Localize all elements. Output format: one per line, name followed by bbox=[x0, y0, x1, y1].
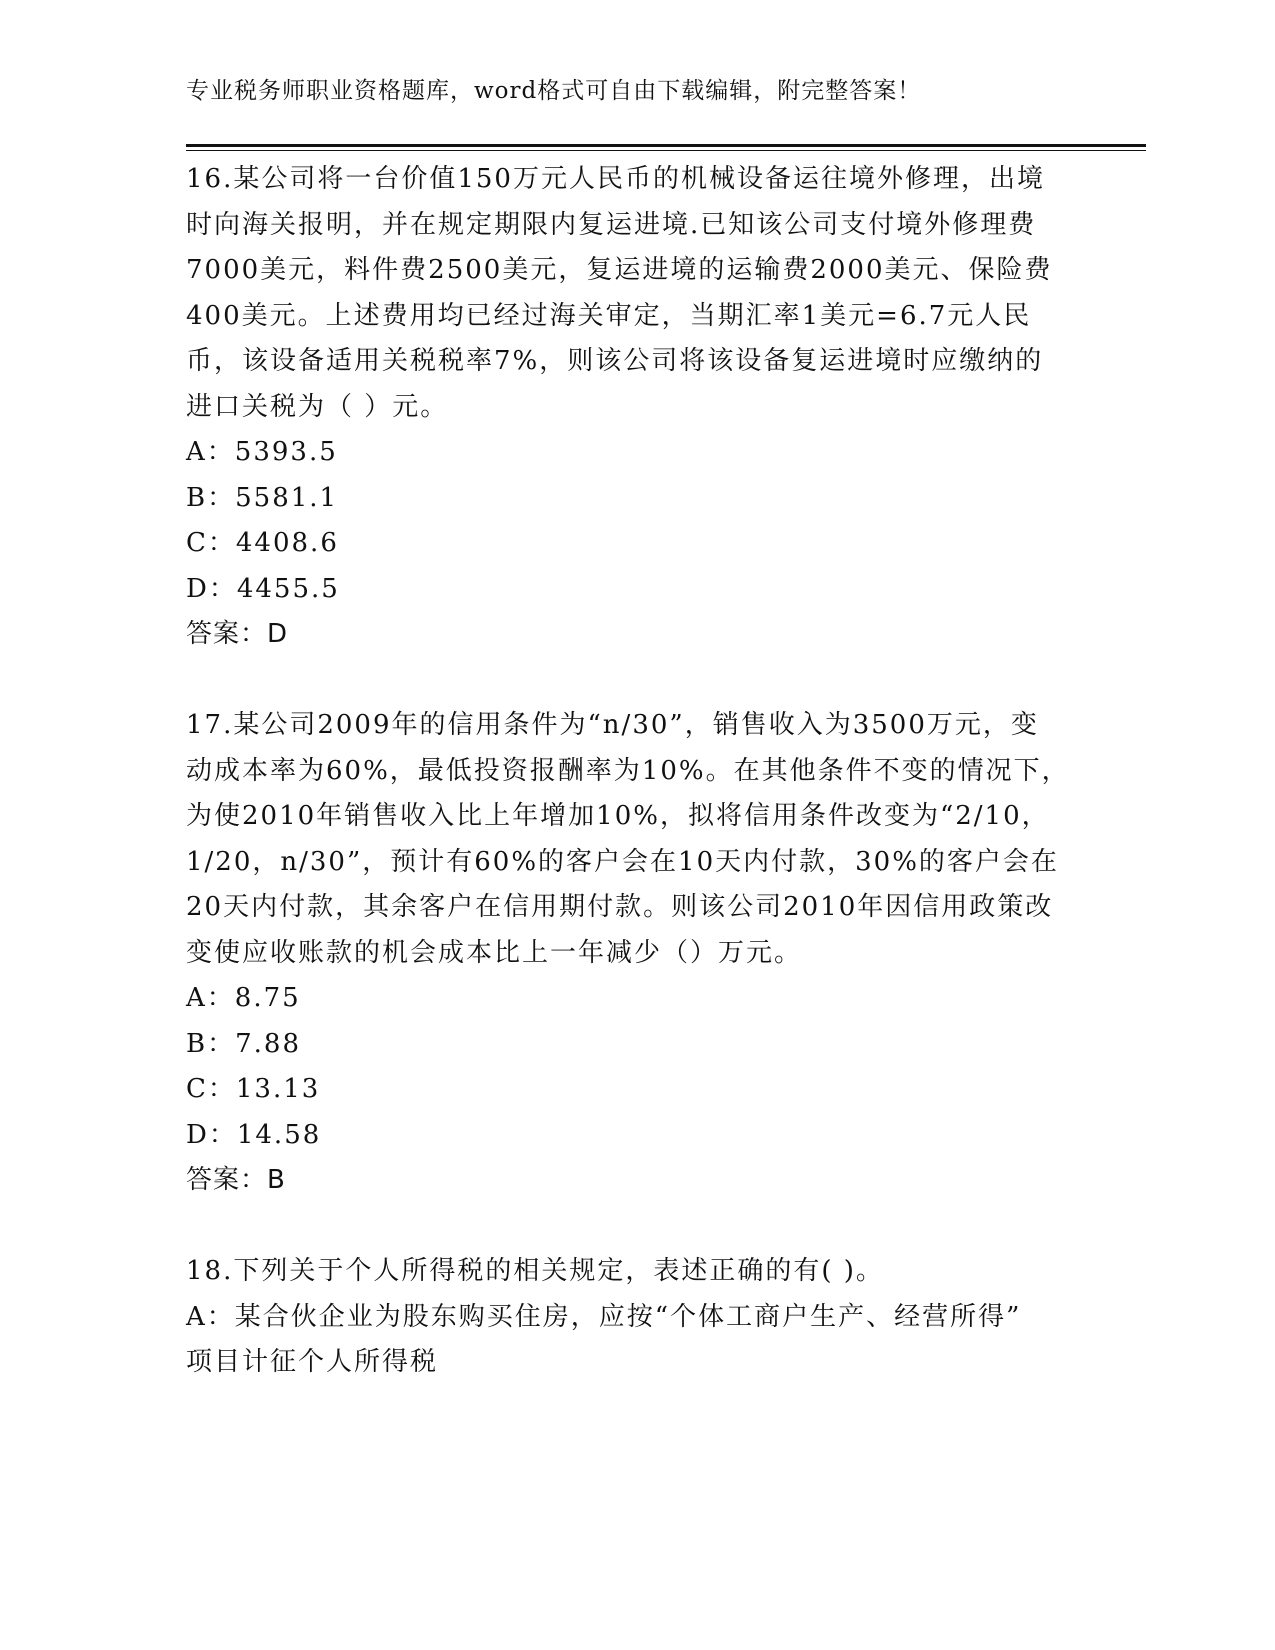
option-b: B：7.88 bbox=[186, 1028, 301, 1059]
option-a: A：8.75 bbox=[186, 983, 301, 1013]
question-stem-line: 时向海关报明，并在规定期限内复运进境.已知该公司支付境外修理费 bbox=[186, 209, 1037, 240]
answer-line: 答案：B bbox=[186, 1165, 286, 1195]
option-c: C：4408.6 bbox=[186, 528, 339, 558]
question-stem-line: 币，该设备适用关税税率7%，则该公司将该设备复运进境时应缴纳的 bbox=[186, 346, 1044, 376]
question-16 bbox=[186, 157, 1096, 658]
option-d: D：14.58 bbox=[186, 1119, 322, 1150]
answer-line: 答案：D bbox=[186, 619, 289, 649]
question-stem-line: 为使2010年销售收入比上年增加10%，拟将信用条件改变为“2/10， bbox=[186, 801, 1050, 831]
option-a: A：5393.5 bbox=[186, 437, 338, 467]
question-stem-line: 400美元。上述费用均已经过海关审定，当期汇率1美元=6.7元人民 bbox=[186, 300, 1032, 331]
option-b: B：5581.1 bbox=[186, 482, 339, 513]
question-stem-line: 17.某公司2009年的信用条件为“n/30”，销售收入为3500万元，变 bbox=[186, 710, 1039, 740]
question-stem-line: 16.某公司将一台价值150万元人民币的机械设备运往境外修理，出境 bbox=[186, 164, 1045, 194]
question-stem-line: 进口关税为（ ）元。 bbox=[186, 391, 449, 422]
header-rule-thick bbox=[186, 144, 1146, 147]
question-stem-line: 1/20，n/30”，预计有60%的客户会在10天内付款，30%的客户会在 bbox=[186, 846, 1059, 877]
question-stem-line: 动成本率为60%，最低投资报酬率为10%。在其他条件不变的情况下， bbox=[186, 755, 1070, 786]
question-spacer bbox=[186, 1204, 1096, 1250]
option-a: A：某合伙企业为股东购买住房，应按“个体工商户生产、经营所得” bbox=[186, 1301, 1022, 1332]
question-stem-line: 18.下列关于个人所得税的相关规定，表述正确的有( )。 bbox=[186, 1256, 884, 1286]
question-spacer bbox=[186, 658, 1096, 704]
question-list bbox=[186, 157, 1096, 1386]
option-d: D：4455.5 bbox=[186, 573, 340, 604]
question-stem-line: 20天内付款，其余客户在信用期付款。则该公司2010年因信用政策改 bbox=[186, 892, 1054, 922]
question-18 bbox=[186, 1249, 1096, 1386]
header-rule-thin bbox=[186, 150, 1146, 151]
option-c: C：13.13 bbox=[186, 1074, 321, 1104]
question-stem-line: 变使应收账款的机会成本比上一年减少（）万元。 bbox=[186, 937, 803, 968]
option-a-continued: 项目计征个人所得税 bbox=[186, 1347, 439, 1377]
page-header: 专业税务师职业资格题库，word格式可自由下载编辑，附完整答案！ bbox=[186, 78, 922, 104]
question-17 bbox=[186, 703, 1096, 1204]
question-stem-line: 7000美元，料件费2500美元，复运进境的运输费2000美元、保险费 bbox=[186, 255, 1053, 285]
